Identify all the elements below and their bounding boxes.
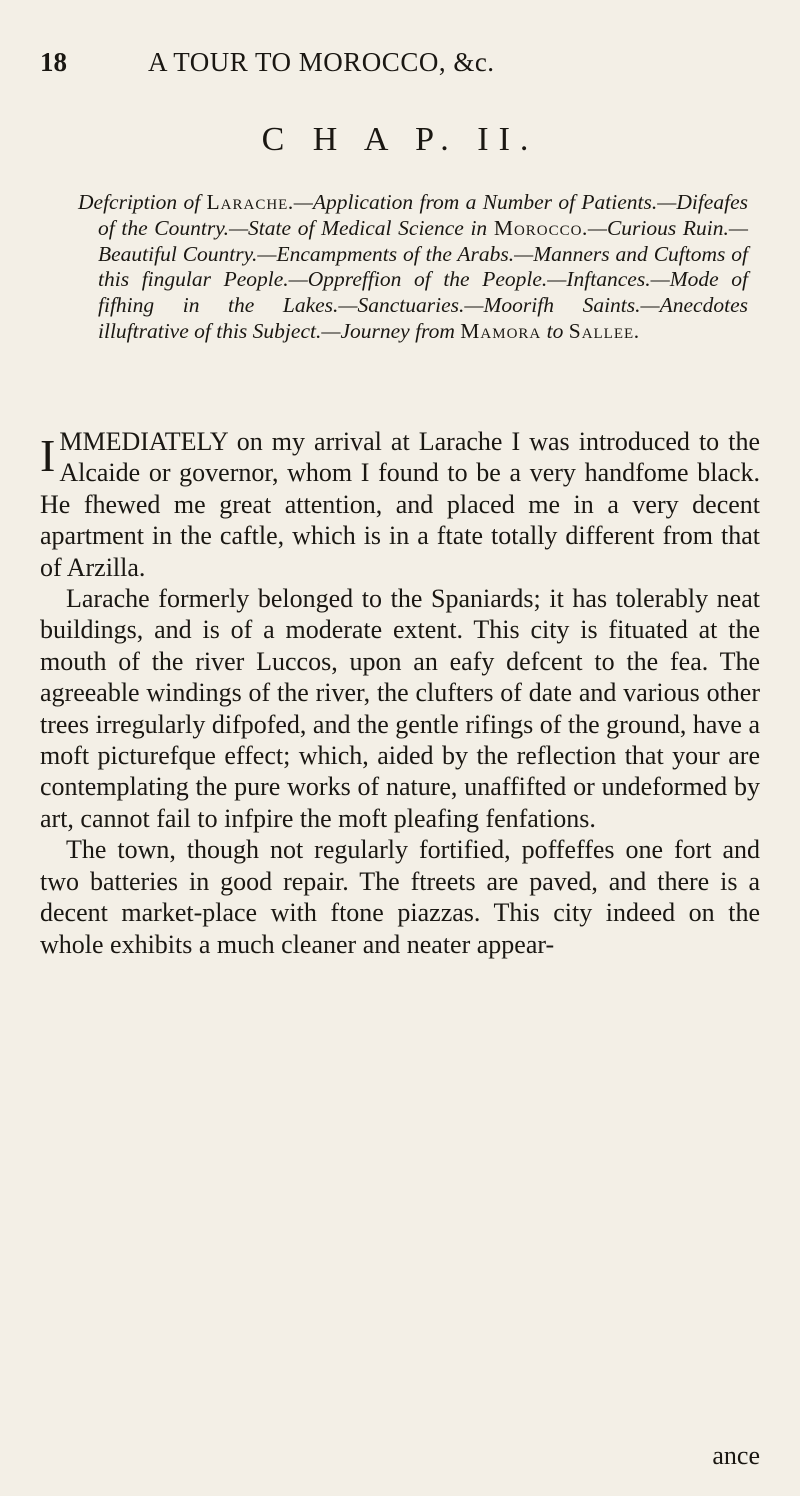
synopsis-place-mamora: Mamora <box>460 318 542 343</box>
paragraph-1 <box>40 426 760 583</box>
catchword: ance <box>712 1441 760 1470</box>
paragraph-lead-word: MMEDIATELY <box>59 427 228 456</box>
paragraph-3: The town, though not regularly fortified, poffeffes one fort and two batteries in good repair. The ftreets are paved, and there is a decent market-place with ftone piazzas. This city indeed on the whole exhibits a much cleaner and neater appear- <box>40 835 760 959</box>
chapter-heading: C H A P. II. <box>261 121 539 158</box>
running-title: A TOUR TO MOROCCO, &c. <box>148 47 495 77</box>
running-head <box>40 42 760 82</box>
synopsis-text: .—Curious Ruin.—Beautiful Country.—Encampments of the Arabs.—Manners and Cuftoms of this fingular People.—Oppreffion of the People.—Inftances.—Mode of fifhing in the Lakes.—Sanctuaries.—Moorifh Saints.—Anecdotes illuftrative of this Subject.—Journey from <box>98 215 749 343</box>
paragraph-2: Larache formerly belonged to the Spaniards; it has tolerably neat buildings, and is of a moderate extent. This city is fituated at the mouth of the river Luccos, upon an eafy defcent to the fea. The agreeable windings of the river, the clufters of date and various other trees irregularly difpofed, and the gentle rifings of the ground, have a moft picturefque effect; which, aided by the reflection that your are contemplating the pure works of nature, unaffifted or undeformed by art, cannot fail to infpire the moft pleafing fenfations. <box>40 584 760 833</box>
synopsis-text: .—Application from a Number of Patients.—Difeafes of the Country.—State of Medical Science in <box>98 190 748 240</box>
body-text <box>40 426 760 960</box>
synopsis-place-sallee: Sallee <box>568 318 635 343</box>
synopsis-place-larache: Larache <box>206 190 289 214</box>
synopsis-place-morocco: Morocco <box>493 215 583 240</box>
synopsis-text: . <box>634 318 640 343</box>
chapter-synopsis <box>78 190 748 345</box>
page-number: 18 <box>40 47 67 77</box>
synopsis-text: Defcription of <box>78 190 207 214</box>
paragraph-text: on my arrival at Larache I was introduced to the Alcaide or governor, whom I found to be a very handfome black. He fhewed me great attention, and placed me in a very decent apartment in the caftle, which is in a ftate totally different from that of Arzilla. <box>40 427 760 582</box>
synopsis-text: to <box>541 318 569 343</box>
drop-cap: I <box>40 430 56 481</box>
